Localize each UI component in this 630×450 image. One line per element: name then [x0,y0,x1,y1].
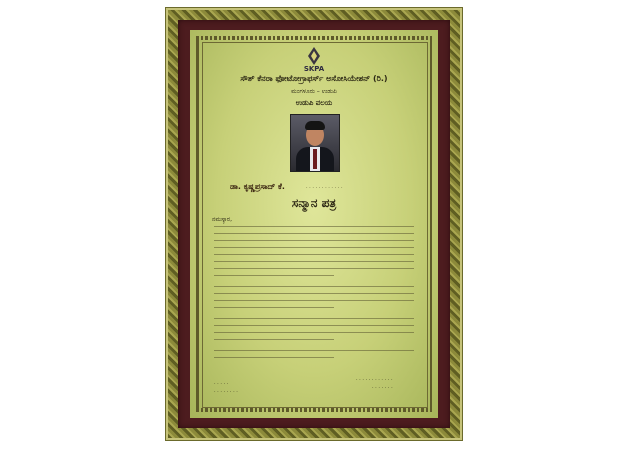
date-line: . . . . . . . . [214,388,238,394]
organization-name: ಸೌತ್ ಕೆನರಾ ಫೋಟೋಗ್ರಾಫರ್ಸ್ ಅಸೋಸಿಯೇಶನ್ (ರಿ.) [240,74,388,83]
signatory-title: . . . . . . . [372,384,393,390]
organization-location: ಮಂಗಳೂರು – ಉಡುಪಿ [291,88,337,95]
logo-text: SKPA [303,65,325,73]
citation-text-block [214,226,414,364]
region-label: ಉಡುಪಿ ವಲಯ [295,99,333,107]
honoree-designation: . . . . . . . . . . . . [306,184,343,190]
signatory-name: . . . . . . . . . . . . [356,376,393,382]
honoree-name: ಡಾ. ಕೃಷ್ಣಪ್ರಸಾದ್ ಕೆ. [230,182,285,191]
salutation: ನಮಸ್ಕಾರ, [212,216,232,223]
place-line: . . . . . [214,380,229,386]
honoree-photo [290,114,340,172]
association-logo-icon [298,46,330,74]
certificate-title: ಸನ್ಮಾನ ಪತ್ರ [291,196,337,210]
